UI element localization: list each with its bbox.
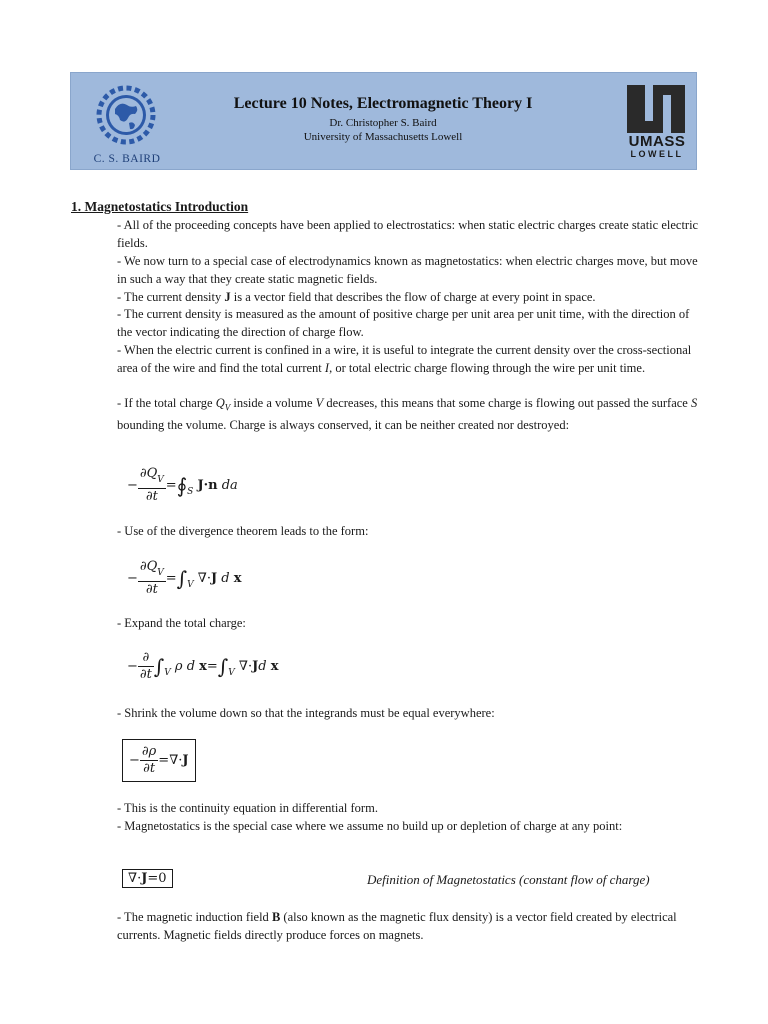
section-heading: 1. Magnetostatics Introduction <box>71 199 249 214</box>
paragraph-3: - The current density J is a vector field that describes the flow of charge at every point in space. <box>117 290 596 304</box>
equation-continuity-boxed: − $\frac{\partial\rho}{\partial t}$ =∇·J <box>122 739 196 782</box>
equation-divergence-form: − $\frac{\partial Q_V}{\partial t}$ $=\int_V$ ∇·J d x <box>127 559 242 597</box>
equation-charge-flux: − $\frac{\partial Q_V}{\partial t}$ $=∮_S$ J·n da <box>127 466 238 504</box>
definition-caption: Definition of Magnetostatics (constant flow of charge) <box>367 872 650 887</box>
cs-baird-logo <box>81 79 169 169</box>
university-name: University of Massachusetts Lowell <box>303 131 463 143</box>
gear-globe-icon <box>93 81 159 151</box>
paragraph-10: - This is the continuity equation in differential form. <box>117 801 378 815</box>
paragraph-7: - Use of the divergence theorem leads to the form: <box>117 524 369 538</box>
umass-wordmark: UMASS <box>628 133 686 150</box>
paragraph-6: - If the total charge $Q_V$ inside a volume V decreases, this means that some charge is flowing out passed the surface S bounding the volume. Charge is always conserved, it can be neither created nor destroyed: <box>117 396 698 433</box>
paragraph-12: - The magnetic induction field B (also known as the magnetic flux density) is a vector field created by electrical currents. Magnetic fields directly produce forces on magnets. <box>117 910 677 942</box>
paragraph-5: - When the electric current is confined in a wire, it is useful to integrate the current density over the cross-sectional area of the wire and find the total current I, or total electric charge flowing through the wire per unit time. <box>117 343 692 375</box>
logo-caption: C. S. BAIRD <box>93 153 161 165</box>
umass-mark-icon <box>627 85 685 133</box>
page-title: Lecture 10 Notes, Electromagnetic Theory I <box>233 95 533 112</box>
equation-magnetostatics-definition: ∇·J=0 <box>122 869 173 888</box>
paragraph-4: - The current density is measured as the amount of positive charge per unit area per unit time, with the direction of the vector indicating the direction of charge flow. <box>117 307 690 339</box>
paragraph-8: - Expand the total charge: <box>117 616 246 630</box>
paragraph-2: - We now turn to a special case of electrodynamics known as magnetostatics: when electric charges move, but move in such a way that they create static magnetic fields. <box>117 254 698 286</box>
paragraph-11: - Magnetostatics is the special case where we assume no build up or depletion of charge at any point: <box>117 819 623 833</box>
lowell-wordmark: LOWELL <box>630 149 684 159</box>
header-banner <box>70 72 697 170</box>
umass-lowell-logo <box>625 85 689 163</box>
paragraph-1: - All of the proceeding concepts have been applied to electrostatics: when static electric charges create static electric fields. <box>117 218 699 250</box>
paragraph-9: - Shrink the volume down so that the integrands must be equal everywhere: <box>117 706 495 720</box>
author-name: Dr. Christopher S. Baird <box>329 117 437 129</box>
equation-expanded-charge: − $\frac{\partial}{\partial t}$ $\int_V$ ρ d $x=\int_V$ ∇·Jd x <box>127 650 279 682</box>
